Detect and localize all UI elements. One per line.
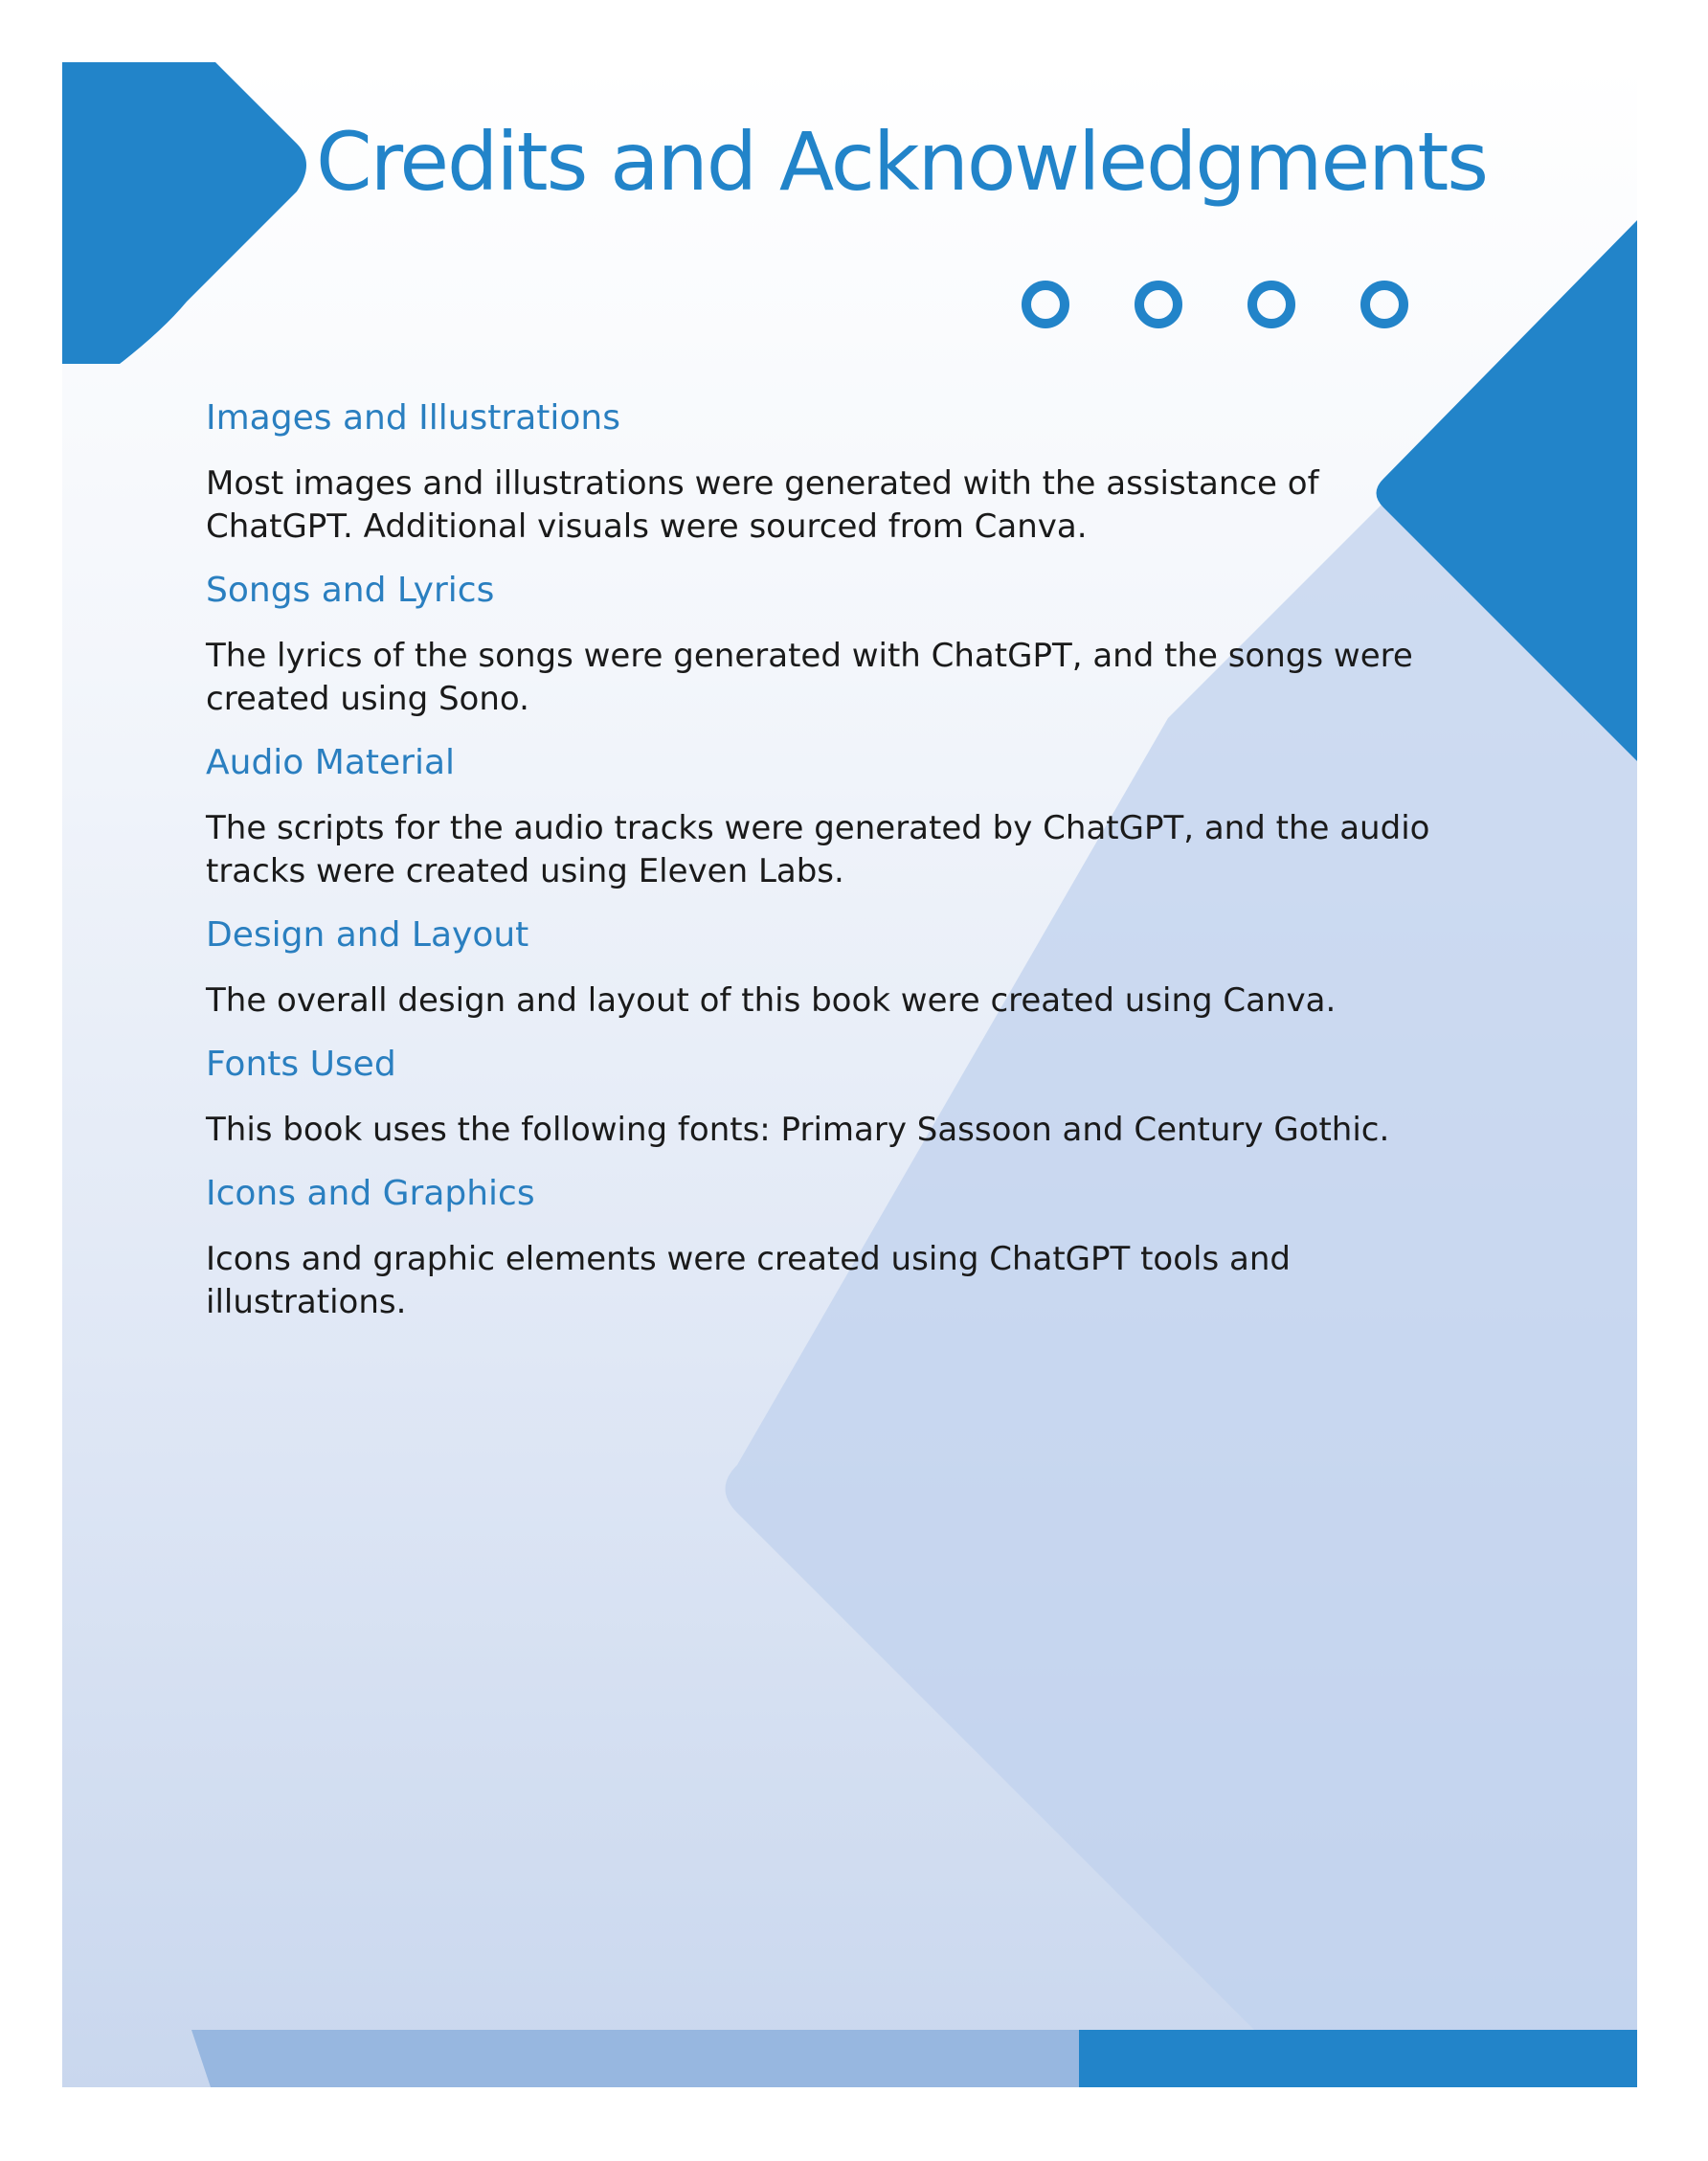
- bottom-band-light: [191, 2030, 1082, 2087]
- section-heading: Songs and Lyrics: [206, 571, 495, 610]
- section-heading: Audio Material: [206, 743, 456, 782]
- section-body: The scripts for the audio tracks were generated by ChatGPT, and the audio tracks were created using Eleven Labs.: [206, 809, 1430, 890]
- section-body: This book uses the following fonts: Primary Sassoon and Century Gothic.: [206, 1111, 1390, 1149]
- section-heading: Design and Layout: [206, 915, 529, 955]
- credits-content: [206, 394, 1441, 1341]
- section-heading: Fonts Used: [206, 1045, 396, 1084]
- section-heading: Images and Illustrations: [206, 398, 621, 438]
- section-body: Icons and graphic elements were created using ChatGPT tools and illustrations.: [206, 1240, 1291, 1321]
- decorative-rings: [1022, 275, 1424, 346]
- document-page: [62, 62, 1637, 2087]
- credit-section-design: [206, 911, 1441, 1023]
- section-body: Most images and illustrations were generated with the assistance of ChatGPT. Additional visuals were sourced from Canva.: [206, 464, 1319, 546]
- section-body: The overall design and layout of this book were created using Canva.: [206, 981, 1337, 1020]
- bottom-band-dark: [1079, 2030, 1637, 2087]
- credit-section-audio: [206, 738, 1441, 893]
- credit-section-fonts: [206, 1040, 1441, 1152]
- section-heading: Icons and Graphics: [206, 1174, 535, 1213]
- ring-icon: [1022, 281, 1069, 328]
- section-body: The lyrics of the songs were generated with ChatGPT, and the songs were created using Sono.: [206, 637, 1413, 718]
- page-title: Credits and Acknowledgments: [316, 115, 1488, 209]
- credit-section-songs: [206, 566, 1441, 721]
- corner-tab-shape: [62, 62, 306, 364]
- credit-section-icons: [206, 1169, 1441, 1324]
- ring-icon: [1360, 281, 1408, 328]
- credit-section-images: [206, 394, 1441, 549]
- ring-icon: [1247, 281, 1295, 328]
- ring-icon: [1135, 281, 1182, 328]
